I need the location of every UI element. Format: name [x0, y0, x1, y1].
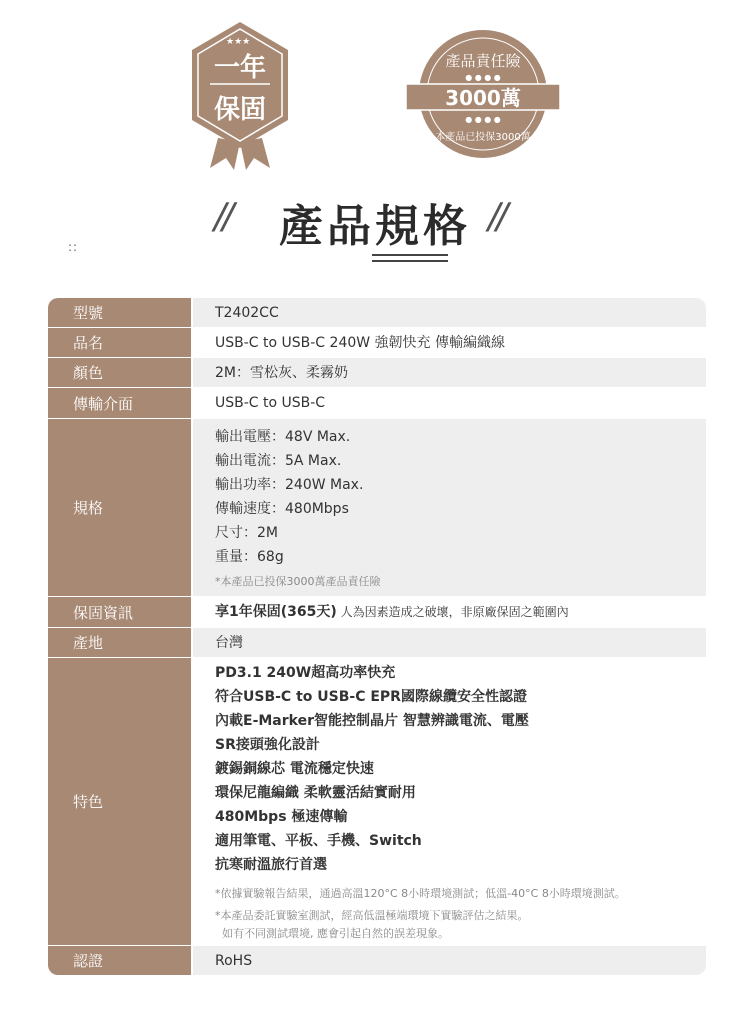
insurance-amount-text: 3000萬 [445, 86, 521, 110]
spec-value: 重量：68g [215, 548, 284, 565]
spec-row-color [48, 358, 706, 388]
spec-value: 傳輸速度：480Mbps [215, 500, 349, 517]
spec-row-name [48, 328, 706, 358]
warranty-top-text: 一年 [213, 53, 267, 83]
spec-label: 品名 [48, 328, 193, 357]
spec-label: 型號 [48, 298, 193, 327]
feature-note: 如有不同測試環境, 應會引起自然的誤差現象。 [215, 926, 449, 940]
feature-item: 適用筆電、平板、手機、Switch [215, 832, 422, 849]
warranty-bottom-text: 保固 [213, 95, 267, 125]
spec-row-warranty [48, 597, 706, 628]
spec-row-specifications [48, 419, 706, 597]
feature-item: PD3.1 240W超高功率快充 [215, 664, 396, 681]
title-underline [372, 254, 448, 256]
spec-value: T2402CC [215, 304, 279, 321]
insurance-bottom-text: 本產品已投保3000萬 [435, 132, 531, 143]
spec-label: 傳輸介面 [48, 388, 193, 418]
spec-value: 輸出功率：240W Max. [215, 476, 364, 493]
spec-row-certification [48, 946, 706, 975]
spec-value: USB-C to USB-C 240W 強韌快充 傳輸編織線 [215, 334, 506, 351]
feature-item: 鍍錫銅線芯 電流穩定快速 [215, 760, 374, 777]
feature-note: *本產品委託實驗室測試，經高低溫極端環境下實驗評估之結果。 [215, 908, 529, 922]
spec-label: 規格 [48, 419, 193, 596]
spec-label: 保固資訊 [48, 597, 193, 627]
spec-row-features [48, 658, 706, 946]
feature-item: 環保尼龍編織 柔軟靈活結實耐用 [215, 784, 416, 801]
warranty-lead: 享1年保固(365天) [215, 604, 337, 620]
section-title: 產品規格 [279, 201, 471, 252]
title-slash-right: // [488, 196, 505, 237]
warranty-tail: 人為因素造成之破壞，非原廠保固之範圍內 [336, 605, 569, 619]
decor-dots: :: [68, 240, 79, 254]
spec-note: *本產品已投保3000萬產品責任險 [215, 574, 381, 588]
insurance-seal [398, 22, 568, 172]
warranty-badge [188, 20, 292, 170]
title-underline [372, 260, 448, 262]
feature-note: *依據實驗報告結果，通過高溫120°C 8小時環境測試；低溫-40°C 8小時環境測試。 [215, 886, 626, 900]
spec-row-model [48, 298, 706, 328]
feature-item: 480Mbps 極速傳輸 [215, 808, 348, 825]
spec-value: 輸出電壓：48V Max. [215, 428, 351, 445]
feature-item: 抗寒耐溫旅行首選 [215, 856, 327, 873]
svg-text:★★★: ★★★ [226, 37, 251, 47]
spec-value: 輸出電流：5A Max. [215, 452, 342, 469]
feature-item: SR接頭強化設計 [215, 736, 320, 753]
spec-label: 顏色 [48, 358, 193, 387]
spec-value: USB-C to USB-C [215, 395, 326, 411]
section-header [0, 186, 750, 266]
spec-row-origin [48, 628, 706, 658]
spec-table [48, 298, 706, 975]
feature-item: 符合USB-C to USB-C EPR國際線纜安全性認證 [215, 688, 527, 705]
spec-row-interface [48, 388, 706, 419]
spec-label: 認證 [48, 946, 193, 975]
title-slash-left: // [214, 196, 231, 237]
svg-text:● ● ● ●: ● ● ● ● [465, 73, 501, 82]
spec-value: RoHS [215, 952, 253, 969]
spec-value: 2M：雪松灰、柔霧奶 [215, 364, 348, 381]
spec-value: 台灣 [215, 634, 243, 651]
spec-value: 尺寸：2M [215, 524, 278, 541]
spec-label: 產地 [48, 628, 193, 657]
feature-item: 內載E-Marker智能控制晶片 智慧辨識電流、電壓 [215, 712, 529, 729]
svg-text:● ● ● ●: ● ● ● ● [465, 115, 501, 124]
insurance-top-text: 產品責任險 [445, 52, 521, 70]
spec-label: 特色 [48, 658, 193, 945]
